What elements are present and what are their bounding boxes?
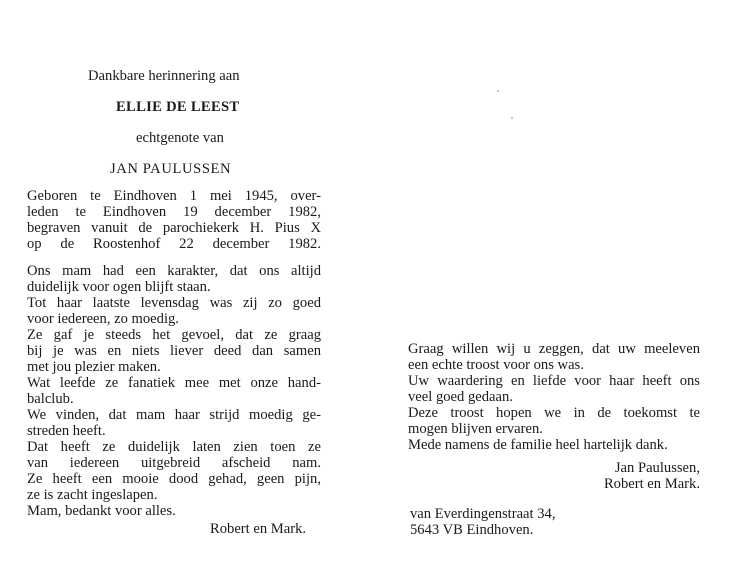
poem-signature: Robert en Mark. <box>210 521 307 537</box>
signature-line: Jan Paulussen, <box>614 460 700 476</box>
birth-line: Geboren te Eindhoven 1 mei 1945, over- <box>27 188 321 204</box>
poem-line: Ze heeft een mooie dood gehad, geen pijn, <box>27 471 321 487</box>
poem-line: met jou plezier maken. <box>27 359 161 375</box>
birth-line: op de Roostenhof 22 december 1982. <box>27 236 321 252</box>
poem-line: bij je was en niets liever deed dan samen <box>27 343 321 359</box>
thanks-line: veel goed gedaan. <box>408 389 513 405</box>
poem-block <box>27 263 321 519</box>
thanks-line: Deze troost hopen we in de toekomst te <box>408 405 700 421</box>
relation-text: echtgenote van <box>136 130 224 146</box>
thanks-signature <box>408 460 700 492</box>
poem-line: balclub. <box>27 391 74 407</box>
signature-line: Robert en Mark. <box>603 476 700 492</box>
deceased-name: ELLIE DE LEEST <box>116 99 240 115</box>
thanks-line: Uw waardering en liefde voor haar heeft ons <box>408 373 700 389</box>
thanks-line: Mede namens de familie heel hartelijk dank. <box>408 437 668 453</box>
thanks-line: Graag willen wij u zeggen, dat uw meeleven <box>408 341 700 357</box>
address-line: 5643 VB Eindhoven. <box>410 522 534 538</box>
print-speck <box>511 117 513 119</box>
poem-line: Wat leefde ze fanatiek mee met onze hand- <box>27 375 321 391</box>
poem-line: Dat heeft ze duidelijk laten zien toen ze <box>27 439 321 455</box>
poem-line: Ons mam had een karakter, dat ons altijd <box>27 263 321 279</box>
birth-line: begraven vanuit de parochiekerk H. Pius X <box>27 220 321 236</box>
intro-text: Dankbare herinnering aan <box>88 68 240 84</box>
birth-line: leden te Eindhoven 19 december 1982, <box>27 204 321 220</box>
poem-line: Ze gaf je steeds het gevoel, dat ze graag <box>27 327 321 343</box>
birth-death-block <box>27 188 321 252</box>
poem-line: streden heeft. <box>27 423 106 439</box>
poem-line: voor iedereen, zo moedig. <box>27 311 179 327</box>
thanks-line: een echte troost voor ons was. <box>408 357 584 373</box>
poem-line: ze is zacht ingeslapen. <box>27 487 158 503</box>
address-line: van Everdingenstraat 34, <box>410 506 556 522</box>
spouse-name: JAN PAULUSSEN <box>110 161 232 177</box>
poem-line: van iedereen uitgebreid afscheid nam. <box>27 455 321 471</box>
poem-line: duidelijk voor ogen blijft staan. <box>27 279 211 295</box>
address-block <box>410 506 702 538</box>
poem-line: Tot haar laatste levensdag was zij zo goed <box>27 295 321 311</box>
print-speck <box>497 90 499 92</box>
thanks-block <box>408 341 700 453</box>
poem-line: Mam, bedankt voor alles. <box>27 503 176 519</box>
poem-line: We vinden, dat mam haar strijd moedig ge- <box>27 407 321 423</box>
thanks-line: mogen blijven ervaren. <box>408 421 543 437</box>
